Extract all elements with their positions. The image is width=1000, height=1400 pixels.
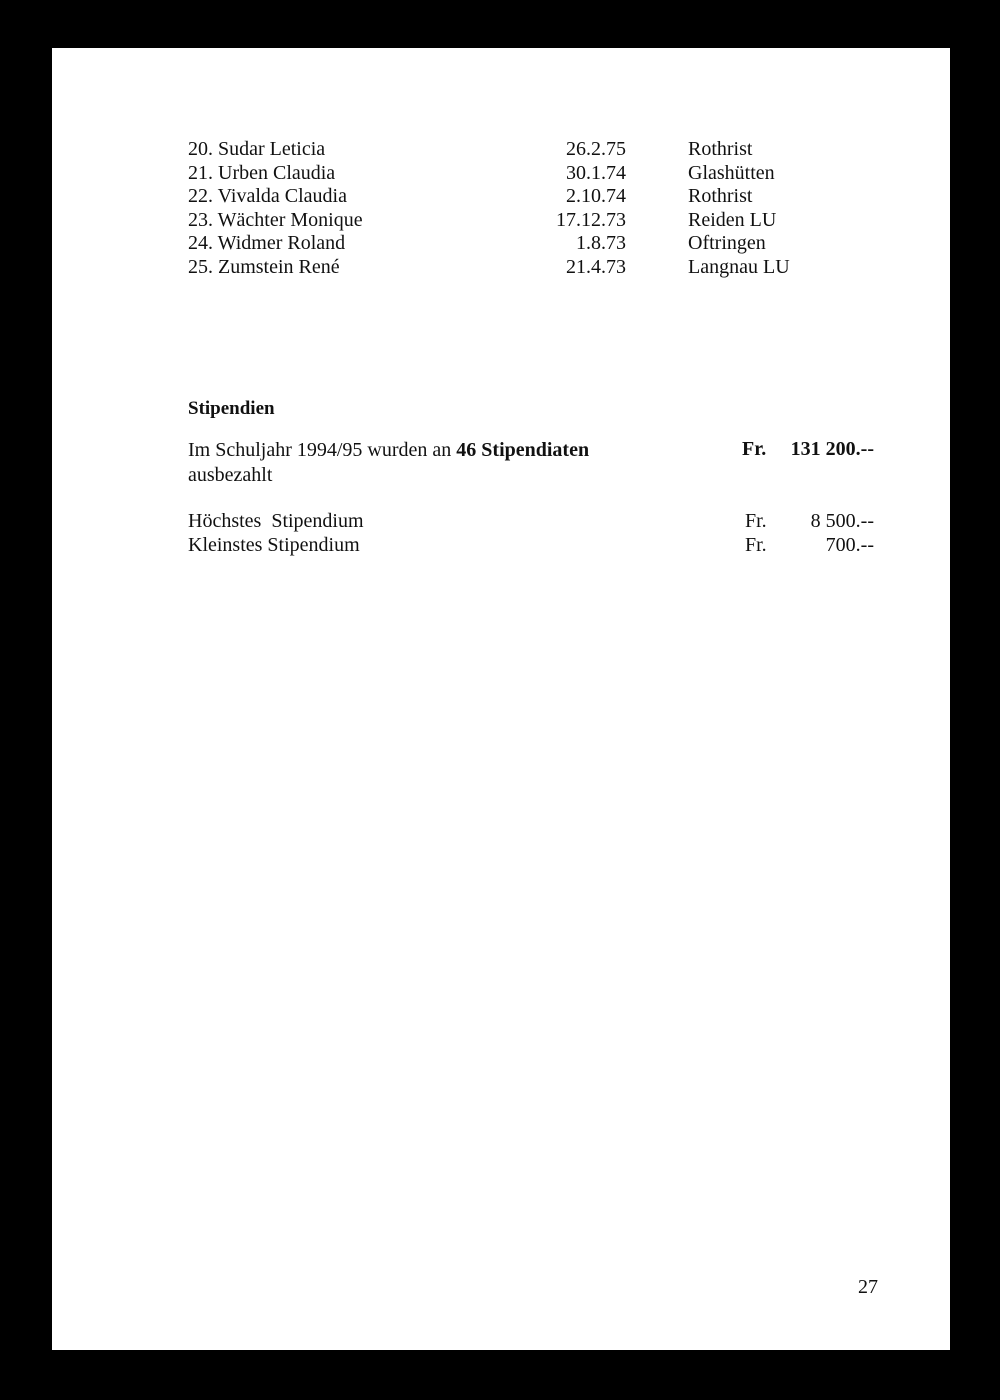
- list-item: [188, 138, 828, 162]
- home-town: Oftringen: [688, 232, 766, 255]
- birth-date: 21.4.73: [566, 255, 626, 278]
- min-stipend-row: [188, 534, 878, 558]
- list-item: [188, 185, 828, 209]
- birth-date: 1.8.73: [576, 232, 626, 255]
- student-list: [188, 138, 828, 280]
- min-stipend-label: Kleinstes Stipendium: [188, 534, 360, 556]
- payout-count: 46 Stipendiaten: [456, 439, 590, 461]
- payout-intro: Im Schuljahr 1994/95 wurden an: [188, 439, 452, 461]
- home-town: Reiden LU: [688, 208, 777, 231]
- section-heading-stipendien: Stipendien: [188, 398, 275, 419]
- min-stipend-amount: 700.--: [825, 534, 874, 556]
- student-name: 24. Widmer Roland: [188, 232, 346, 255]
- document-page: [52, 48, 950, 1350]
- student-name: 25. Zumstein René: [188, 255, 340, 278]
- payout-amount: 131 200.--: [790, 438, 874, 460]
- birth-date: 26.2.75: [566, 138, 626, 160]
- home-town: Rothrist: [688, 185, 753, 208]
- list-item: [188, 162, 828, 186]
- birth-date: 17.12.73: [556, 208, 626, 231]
- max-stipend-label: Höchstes Stipendium: [188, 510, 364, 532]
- max-stipend-amount: 8 500.--: [810, 510, 874, 532]
- student-name: 22. Vivalda Claudia: [188, 185, 347, 208]
- payout-currency: Fr.: [742, 438, 767, 460]
- student-name: 21. Urben Claudia: [188, 161, 336, 184]
- payout-statement: [188, 439, 589, 462]
- home-town: Rothrist: [688, 138, 753, 160]
- max-stipend-row: [188, 510, 878, 534]
- page-number: 27: [858, 1276, 878, 1298]
- home-town: Langnau LU: [688, 255, 790, 278]
- max-stipend-currency: Fr.: [745, 510, 767, 532]
- birth-date: 2.10.74: [566, 185, 626, 208]
- list-item: [188, 232, 828, 256]
- birth-date: 30.1.74: [566, 161, 626, 184]
- student-name: 23. Wächter Monique: [188, 208, 363, 231]
- list-item: [188, 209, 828, 233]
- student-name: 20. Sudar Leticia: [188, 138, 326, 160]
- min-stipend-currency: Fr.: [745, 534, 767, 556]
- home-town: Glashütten: [688, 161, 775, 184]
- payout-suffix: ausbezahlt: [188, 464, 273, 486]
- list-item: [188, 256, 828, 280]
